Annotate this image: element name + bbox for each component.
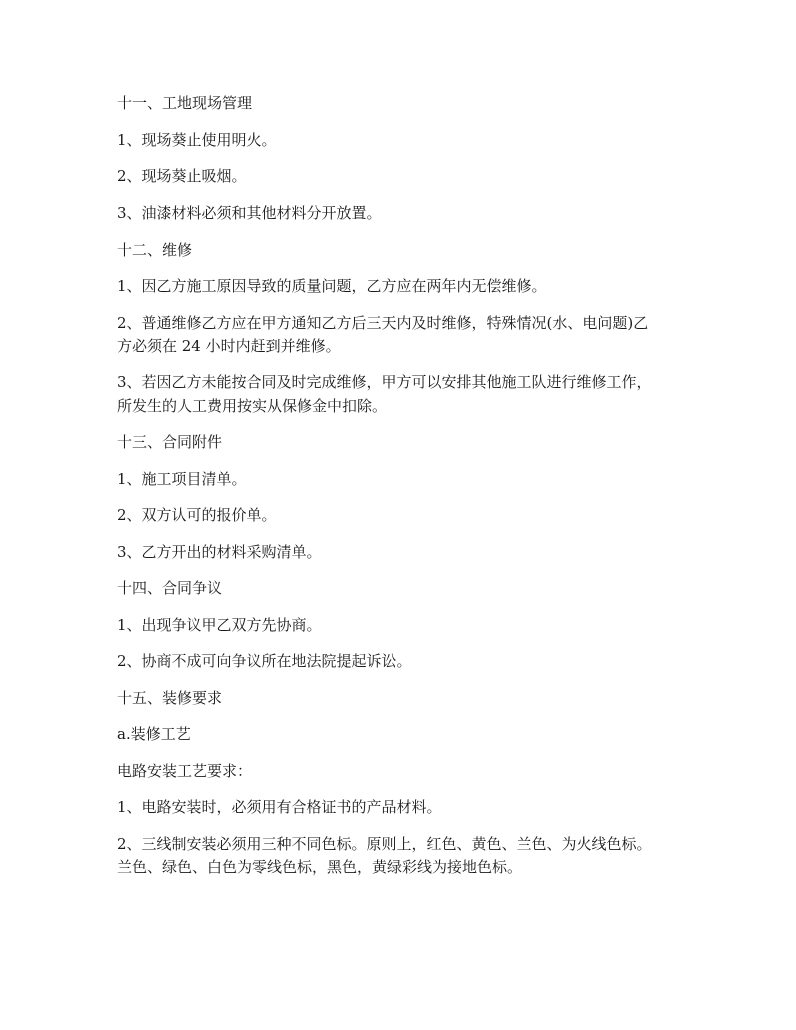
paragraph-line: 2、普通维修乙方应在甲方通知乙方后三天内及时维修，特殊情况(水、电问题)乙 [117, 314, 649, 332]
paragraph-line: 2、协商不成可向争议所在地法院提起诉讼。 [117, 652, 412, 670]
section-heading-13: 十三、合同附件 [117, 433, 223, 451]
section-heading-12: 十二、维修 [117, 241, 193, 259]
paragraph-line: 2、现场葵止吸烟。 [117, 167, 247, 185]
section-heading-15: 十五、装修要求 [117, 689, 223, 707]
paragraph-line: 1、施工项目清单。 [117, 470, 247, 488]
subsection-heading: a.装修工艺 [117, 725, 191, 743]
paragraph-line: 3、乙方开出的材料采购清单。 [117, 543, 322, 561]
section-heading-11: 十一、工地现场管理 [117, 94, 253, 112]
paragraph-line: 2、三线制安装必须用三种不同色标。原则上，红色、黄色、兰色、为火线色标。 [117, 835, 652, 853]
paragraph-line: 3、油漆材料必须和其他材料分开放置。 [117, 204, 382, 222]
paragraph-line: 1、电路安装时，必须用有合格证书的产品材料。 [117, 798, 442, 816]
paragraph-line: 所发生的人工费用按实从保修金中扣除。 [117, 397, 388, 415]
paragraph-line: 1、出现争议甲乙双方先协商。 [117, 616, 322, 634]
section-heading-14: 十四、合同争议 [117, 579, 223, 597]
paragraph-line: 兰色、绿色、白色为零线色标，黑色，黄绿彩线为接地色标。 [117, 858, 523, 876]
paragraph-line: 1、因乙方施工原因导致的质量问题，乙方应在两年内无偿维修。 [117, 277, 547, 295]
paragraph-line: 1、现场葵止使用明火。 [117, 131, 277, 149]
paragraph-line: 方必须在 24 小时内赶到并维修。 [117, 337, 341, 355]
paragraph-line: 电路安装工艺要求： [117, 762, 253, 780]
paragraph-line: 3、若因乙方未能按合同及时完成维修，甲方可以安排其他施工队进行维修工作， [117, 373, 652, 391]
paragraph-line: 2、双方认可的报价单。 [117, 506, 277, 524]
